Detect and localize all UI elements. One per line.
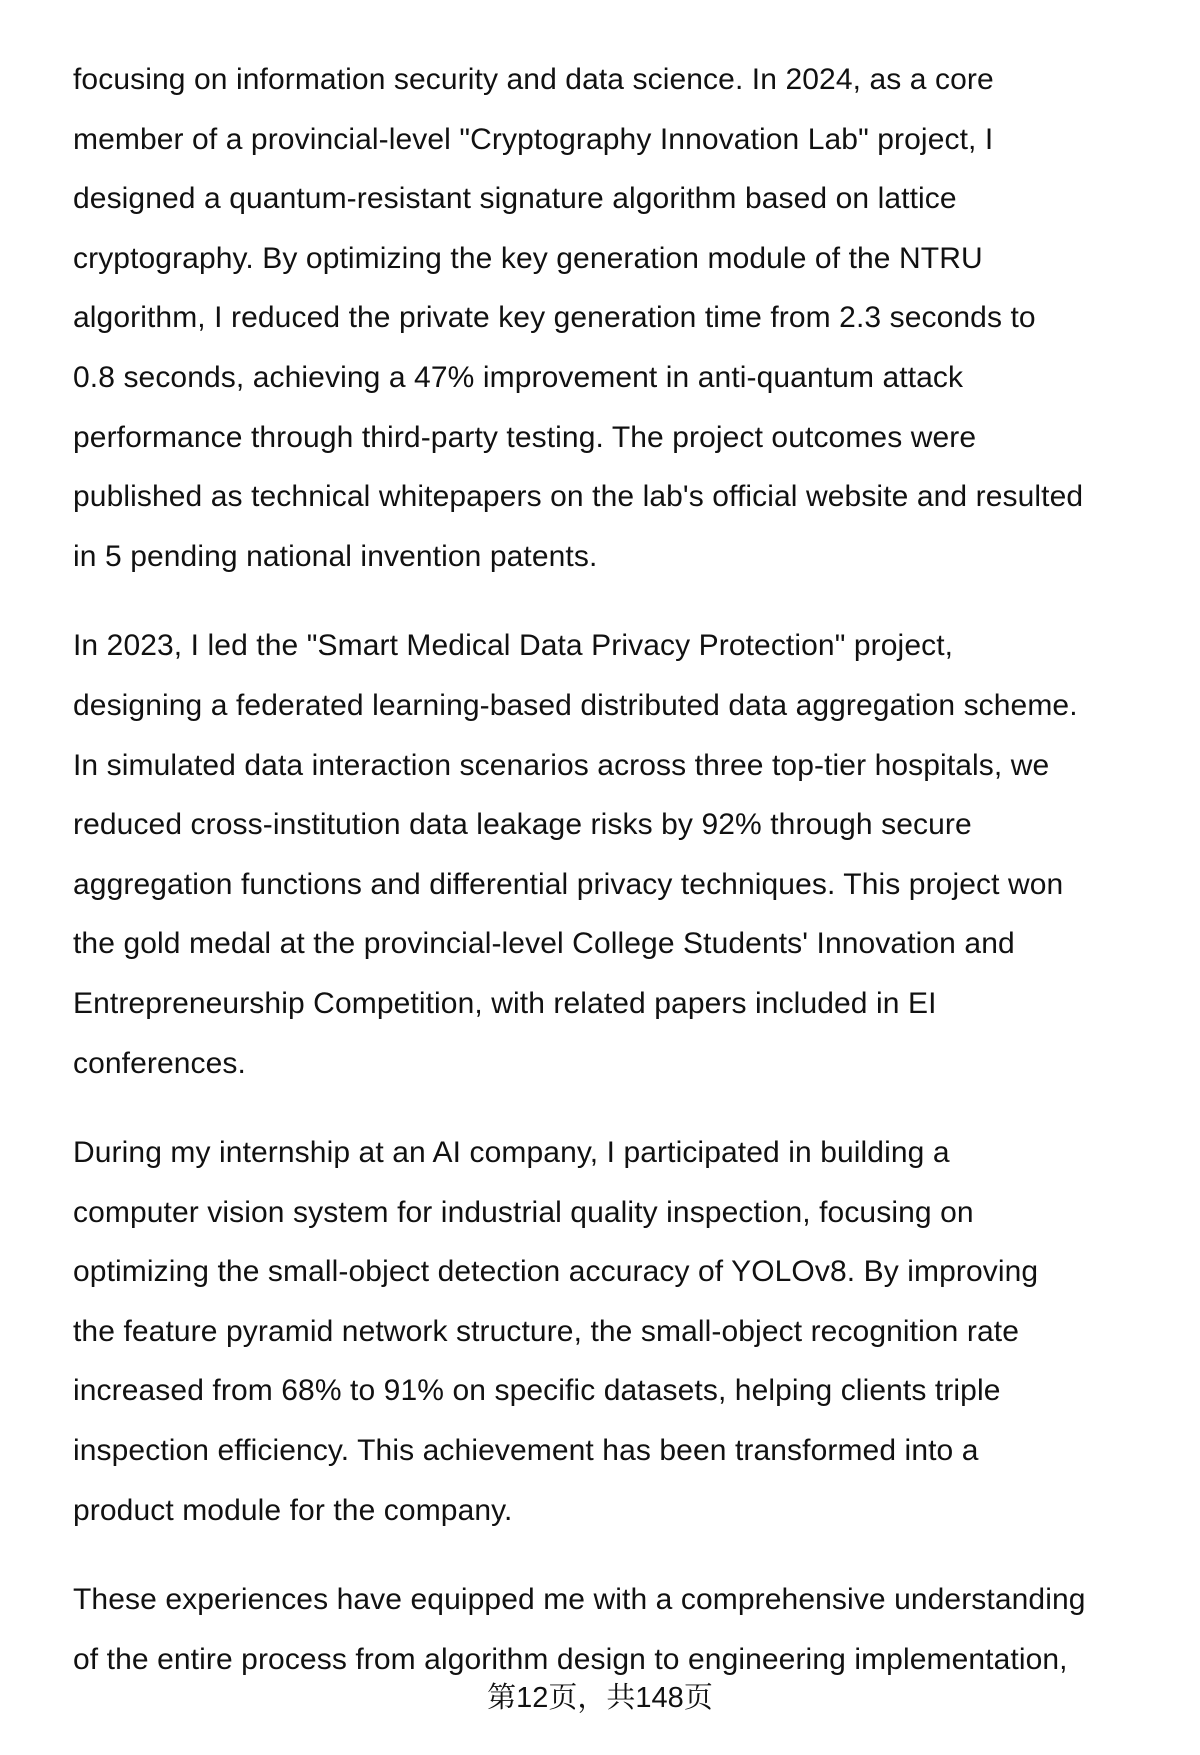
text-line: In simulated data interaction scenarios across three top-tier hospitals, we bbox=[73, 748, 1050, 782]
text-line: increased from 68% to 91% on specific datasets, helping clients triple bbox=[73, 1374, 1001, 1408]
text-line: Entrepreneurship Competition, with related papers included in EI bbox=[73, 986, 937, 1020]
text-line: published as technical whitepapers on the lab's official website and resulted bbox=[73, 480, 1084, 514]
text-line: designed a quantum-resistant signature algorithm based on lattice bbox=[73, 182, 957, 216]
text-line: focusing on information security and data science. In 2024, as a core bbox=[73, 63, 994, 96]
text-line: product module for the company. bbox=[73, 1493, 513, 1527]
text-line: member of a provincial-level "Cryptography Innovation Lab" project, I bbox=[73, 122, 994, 156]
text-line: designing a federated learning-based distributed data aggregation scheme. bbox=[73, 688, 1078, 722]
text-line: During my internship at an AI company, I participated in building a bbox=[73, 1136, 950, 1170]
paragraph bbox=[73, 1123, 1183, 1540]
text-line: aggregation functions and differential privacy techniques. This project won bbox=[73, 867, 1064, 901]
document-body bbox=[73, 50, 1183, 1719]
text-line: reduced cross-institution data leakage risks by 92% through secure bbox=[73, 808, 972, 842]
text-line: inspection efficiency. This achievement has been transformed into a bbox=[73, 1434, 979, 1468]
text-line: the gold medal at the provincial-level College Students' Innovation and bbox=[73, 927, 1015, 961]
text-line: algorithm, I reduced the private key generation time from 2.3 seconds to bbox=[73, 301, 1036, 335]
text-line: 0.8 seconds, achieving a 47% improvement in anti-quantum attack bbox=[73, 360, 964, 394]
paragraph bbox=[73, 1570, 1183, 1689]
text-line: In 2023, I led the "Smart Medical Data Privacy Protection" project, bbox=[73, 629, 954, 663]
text-line: the feature pyramid network structure, the small-object recognition rate bbox=[73, 1314, 1019, 1348]
text-line: conferences. bbox=[73, 1046, 246, 1080]
text-line: of the entire process from algorithm design to engineering implementation, bbox=[73, 1642, 1068, 1676]
text-line: in 5 pending national invention patents. bbox=[73, 539, 598, 573]
text-line: cryptography. By optimizing the key generation module of the NTRU bbox=[73, 241, 983, 275]
text-line: These experiences have equipped me with a comprehensive understanding bbox=[73, 1583, 1086, 1617]
page-number: 第12页，共148页 bbox=[487, 1682, 713, 1714]
text-line: performance through third-party testing. The project outcomes were bbox=[73, 420, 977, 454]
paragraph bbox=[73, 616, 1183, 1093]
paragraph bbox=[73, 50, 1183, 586]
text-line: optimizing the small-object detection accuracy of YOLOv8. By improving bbox=[73, 1255, 1039, 1289]
text-line: computer vision system for industrial quality inspection, focusing on bbox=[73, 1195, 974, 1229]
